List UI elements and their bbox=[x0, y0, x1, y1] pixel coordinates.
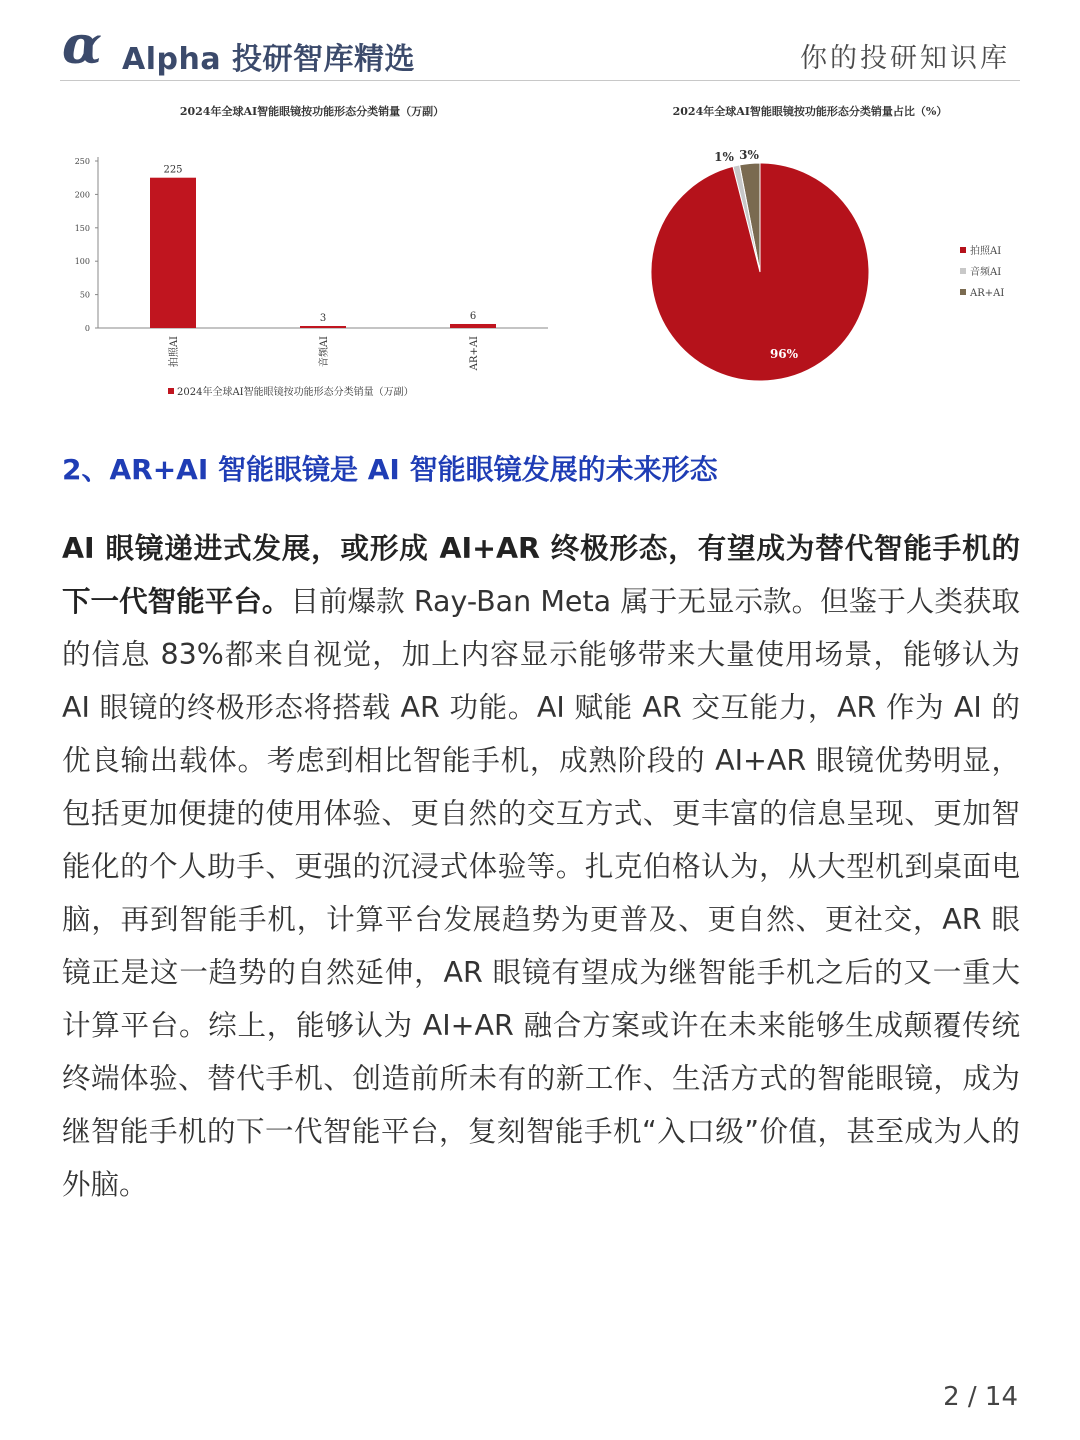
x-tick-label: AR+AI bbox=[469, 336, 480, 371]
legend-label: 拍照AI bbox=[970, 246, 1002, 257]
bar-chart bbox=[62, 95, 562, 415]
legend-swatch bbox=[960, 289, 966, 295]
pie-chart-figure bbox=[590, 95, 1030, 415]
brand-title: Alpha 投研智库精选 bbox=[122, 42, 416, 77]
x-tick-label: 拍照AI bbox=[169, 336, 180, 368]
page-header bbox=[60, 15, 1020, 81]
bar-chart-figure bbox=[62, 95, 562, 415]
y-tick-label: 150 bbox=[74, 223, 90, 233]
bar-chart-title: 2024年全球AI智能眼镜按功能形态分类销量（万副） bbox=[179, 105, 445, 118]
bar bbox=[450, 324, 496, 328]
pie-value-label: 1% bbox=[714, 150, 734, 164]
bar-value-label: 3 bbox=[319, 312, 327, 324]
bar bbox=[300, 326, 346, 328]
y-tick-label: 0 bbox=[84, 324, 90, 333]
pie-chart bbox=[590, 95, 1030, 415]
header-tagline: 你的投研知识库 bbox=[800, 43, 1010, 74]
legend-swatch bbox=[168, 388, 174, 394]
body-paragraph bbox=[62, 522, 1020, 1211]
body-text: 目前爆款 Ray-Ban Meta 属于无显示款。但鉴于人类获取的信息 83%都来自视觉，加上内容显示能够带来大量使用场景，能够认为 AI 眼镜的终极形态将搭载 AR 功能。AI 赋能 AR 交互能力，AR 作为 AI 的优良输出载体。考虑到相比智能手机，成熟阶段的 AI+AR 眼镜优势明显，包括更加便捷的使用体验、更自然的交互方式、更丰富的信息呈现、更加智能化的个人助手、更强的沉浸式体验等。扎克伯格认为，从大型机到桌面电脑，再到智能手机，计算平台发展趋势为更普及、更自然、更社交，AR 眼镜正是这一趋势的自然延伸，AR 眼镜有望成为继智能手机之后的又一重大计算平台。综上，能够认为 AI+AR 融合方案或许在未来能够生成颠覆传统终端体验、替代手机、创造前所未有的新工作、生活方式的智能眼镜，成为继智能手机的下一代智能平台，复刻智能手机“入口级”价值，甚至成为人的外脑。 bbox=[62, 585, 1020, 1201]
bar-value-label: 225 bbox=[163, 164, 183, 176]
legend-label: 音频AI bbox=[970, 267, 1002, 278]
legend-swatch bbox=[960, 247, 966, 253]
alpha-logo-icon: α bbox=[62, 15, 103, 76]
y-tick-label: 50 bbox=[79, 290, 90, 300]
pie-value-label: 96% bbox=[769, 347, 799, 361]
bar-value-label: 6 bbox=[469, 310, 477, 322]
lead-sentence: AI 眼镜递进式发展，或形成 AI+AR 终极形态，有望成为替代智能手机的下一代智能平台。 bbox=[62, 532, 1020, 618]
y-tick-label: 100 bbox=[74, 257, 90, 267]
section-heading: 2、AR+AI 智能眼镜是 AI 智能眼镜发展的未来形态 bbox=[62, 453, 718, 486]
legend-swatch bbox=[960, 268, 966, 274]
x-tick-label: 音频AI bbox=[319, 336, 330, 368]
pie-value-label: 3% bbox=[739, 148, 759, 162]
bar bbox=[150, 178, 196, 328]
page-number: 2 / 14 bbox=[943, 1382, 1018, 1412]
y-tick-label: 250 bbox=[74, 157, 90, 166]
pie-chart-title: 2024年全球AI智能眼镜按功能形态分类销量占比（%） bbox=[672, 105, 948, 118]
pie-slice bbox=[651, 163, 869, 381]
y-tick-label: 200 bbox=[74, 190, 90, 200]
legend-label: AR+AI bbox=[970, 288, 1005, 299]
legend-label: 2024年全球AI智能眼镜按功能形态分类销量（万副） bbox=[177, 387, 414, 398]
